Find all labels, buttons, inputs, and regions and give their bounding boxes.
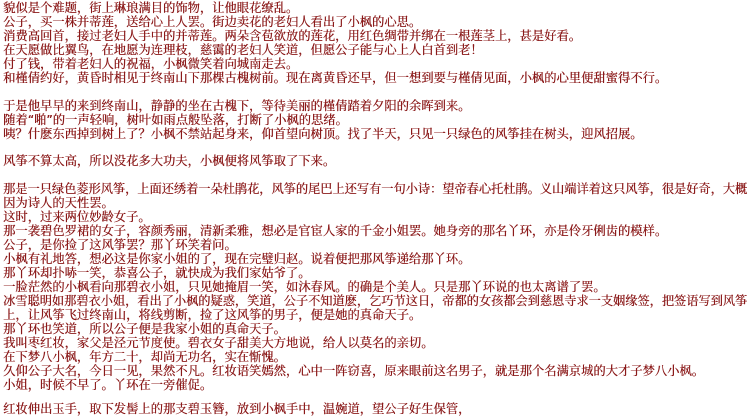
paragraph-line: 因为诗人的天性罢。 — [3, 196, 114, 210]
paragraph-line: 久仰公子大名，今日一见，果然不凡。红妆语笑嫣然，心中一阵窃喜，原来眼前这名男子，就是那个名满京城的大才子梦八小枫。 — [3, 364, 704, 378]
paragraph-line: 消费高回首，接过老妇人手中的并蒂莲。两朵含苞欲放的莲花，用红色绸带并绑在一根莲茎上，甚是好看。 — [3, 29, 581, 43]
paragraph-line: 付了钱，带着老妇人的祝福，小枫微笑着向城南走去。 — [3, 57, 299, 71]
story-text — [3, 0, 749, 417]
paragraph-line: 在下梦八小枫，年方二十，却尚无功名，实在惭愧。 — [3, 350, 286, 364]
paragraph-line: 那一袭碧色罗裙的女子，容颜秀丽，清新柔雅，想必是官宦人家的千金小姐罢。她身旁的那名丫环，亦是伶牙俐齿的模样。 — [3, 224, 668, 238]
paragraph-line: 风筝不算太高，所以没花多大功夫，小枫便将风筝取了下来。 — [3, 154, 336, 168]
paragraph-line: 于是他早早的来到终南山，静静的坐在古槐下，等待美丽的槿倩踏着夕阳的余晖到来。 — [3, 99, 471, 113]
paragraph-line: 公子，买一株并蒂莲，送给心上人罢。街边卖花的老妇人看出了小枫的心思。 — [3, 15, 422, 29]
paragraph-line: 貌似是个难题，街上琳琅满目的饰物，让他眼花缭乱。 — [3, 1, 299, 15]
paragraph-line: 和槿倩约好，黄昏时相见于终南山下那棵古槐树前。现在离黄昏还早，但一想到要与槿倩见面，小枫的心里便甜蜜得不行。 — [3, 71, 668, 85]
paragraph-line: 那是一只绿色菱形风筝，上面还绣着一朵杜鹃花，风筝的尾巴上还写有一句小诗：望帝春心托杜鹃。义山端详着这只风筝，很是好奇，大概 — [3, 182, 748, 196]
paragraph-line: 小枫有礼地答，想必这是你家小姐的了，现在完璧归赵。说着便把那风筝递给那丫环。 — [3, 252, 471, 266]
paragraph-line: 这时，过来两位妙龄女子。 — [3, 210, 151, 224]
paragraph-line: 一脸茫然的小枫看向那碧衣小姐，只见她掩眉一笑，如沐春风。的确是个美人。只是那丫环说的也太离谱了罢。 — [3, 280, 606, 294]
paragraph-line: 公子，是你捡了这风筝罢？那丫环笑着问。 — [3, 238, 237, 252]
paragraph-line: 小姐，时候不早了。丫环在一旁催促。 — [3, 378, 213, 392]
paragraph-line: 咦？什麽东西掉到树上了？小枫不禁站起身来，仰首望向树顶。找了半天，只见一只绿色的风筝挂在树头，迎风招展。 — [3, 127, 643, 141]
paragraph-line: 随着“啪”的一声轻响，树叶如雨点般坠落，打断了小枫的思绪。 — [3, 113, 348, 127]
paragraph-line: 我叫枣红妆，家父是泾元节度使。碧衣女子甜美大方地说，给人以莫名的亲切。 — [3, 336, 434, 350]
paragraph-line: 那丫环也笑道，所以公子便是我家小姐的真命天子。 — [3, 322, 286, 336]
paragraph-line: 红妆伸出玉手，取下发髻上的那支碧玉簪，放到小枫手中，温婉道，望公子好生保管， — [3, 402, 471, 416]
paragraph-line: 在天愿做比翼鸟，在地愿为连理枝，慈霭的老妇人笑道，但愿公子能与心上人白首到老！ — [3, 43, 483, 57]
paragraph-line: 那丫环却扑哧一笑，恭喜公子，就快成为我们家姑爷了。 — [3, 266, 311, 280]
paragraph-line: 上，让风筝飞过终南山，将线剪断，捡了这风筝的男子，便是她的真命天子。 — [3, 308, 422, 322]
paragraph-line: 冰雪聪明如那碧衣小姐，看出了小枫的疑惑，笑道，公子不知道麽，乞巧节这日，帝都的女孩都会到慈恩寺求一支姻缘签，把签语写到风筝 — [3, 294, 748, 308]
